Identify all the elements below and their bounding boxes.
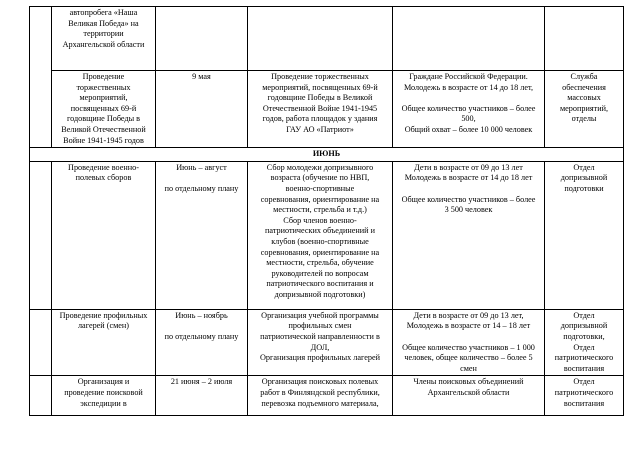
participants-cell [393, 7, 545, 71]
table-row [30, 161, 624, 309]
table-row [30, 7, 624, 71]
description-cell [248, 7, 393, 71]
date-cell [156, 7, 248, 71]
responsible-cell: Отдел допризывной подготовки, Отдел патриотического воспитания [545, 309, 624, 376]
description-cell: Организация поисковых полевых работ в Финляндской республики, перевозка подъемного материала, [248, 376, 393, 416]
number-cell [30, 376, 52, 416]
event-plan-table [29, 6, 624, 416]
table-row [30, 309, 624, 376]
description-cell: Сбор молодежи допризывного возраста (обучение по НВП, военно-спортивные соревнования, ориентирование на местности, стрельба и т.д.) Сбор членов военно- патриотических объединений и клубов (военно-спортивные соревнования, ориентирование на местности, стрельба, обучение руководителей по вопросам патриотического воспитания и допризывной подготовки) [248, 161, 393, 309]
event-cell: автопробега «Наша Великая Победа» на территории Архангельской области [52, 7, 156, 71]
event-cell: Организация и проведение поисковой экспедиции в [52, 376, 156, 416]
participants-cell: Граждане Российской Федерации. Молодежь в возрасте от 14 до 18 лет, Общее количество участников – более 500, Общий охват – более 10 000 человек [393, 71, 545, 148]
event-cell: Проведение торжественных мероприятий, посвященных 69-й годовщине Победы в Великой Отечественной Войне 1941-1945 годов [52, 71, 156, 148]
description-cell: Организация учебной программы профильных смен патриотической направленности в ДОЛ, Организация профильных лагерей [248, 309, 393, 376]
participants-cell: Дети в возрасте от 09 до 13 лет, Молодежь в возрасте от 14 – 18 лет Общее количество участников – 1 000 человек, общее количество – более 5 смен [393, 309, 545, 376]
date-cell: Июнь – август по отдельному плану [156, 161, 248, 309]
table-row [30, 71, 624, 148]
month-row [30, 148, 624, 162]
responsible-cell: Отдел патриотического воспитания [545, 376, 624, 416]
participants-cell: Дети в возрасте от 09 до 13 лет Молодежь в возрасте от 14 до 18 лет Общее количество участников – более 3 500 человек [393, 161, 545, 309]
table-row [30, 376, 624, 416]
date-cell: Июнь – ноябрь по отдельному плану [156, 309, 248, 376]
number-cell [30, 7, 52, 148]
responsible-cell: Отдел допризывной подготовки [545, 161, 624, 309]
event-cell: Проведение профильных лагерей (смен) [52, 309, 156, 376]
responsible-cell [545, 7, 624, 71]
month-header-june: ИЮНЬ [30, 148, 624, 162]
date-cell: 21 июня – 2 июля [156, 376, 248, 416]
participants-cell: Члены поисковых объединений Архангельской области [393, 376, 545, 416]
responsible-cell: Служба обеспечения массовых мероприятий, отделы [545, 71, 624, 148]
number-cell [30, 161, 52, 309]
event-cell: Проведение военно- полевых сборов [52, 161, 156, 309]
description-cell: Проведение торжественных мероприятий, посвященных 69-й годовщине Победы в Великой Отечественной Войне 1941-1945 годов, работа площадок у здания ГАУ АО «Патриот» [248, 71, 393, 148]
date-cell: 9 мая [156, 71, 248, 148]
number-cell [30, 309, 52, 376]
